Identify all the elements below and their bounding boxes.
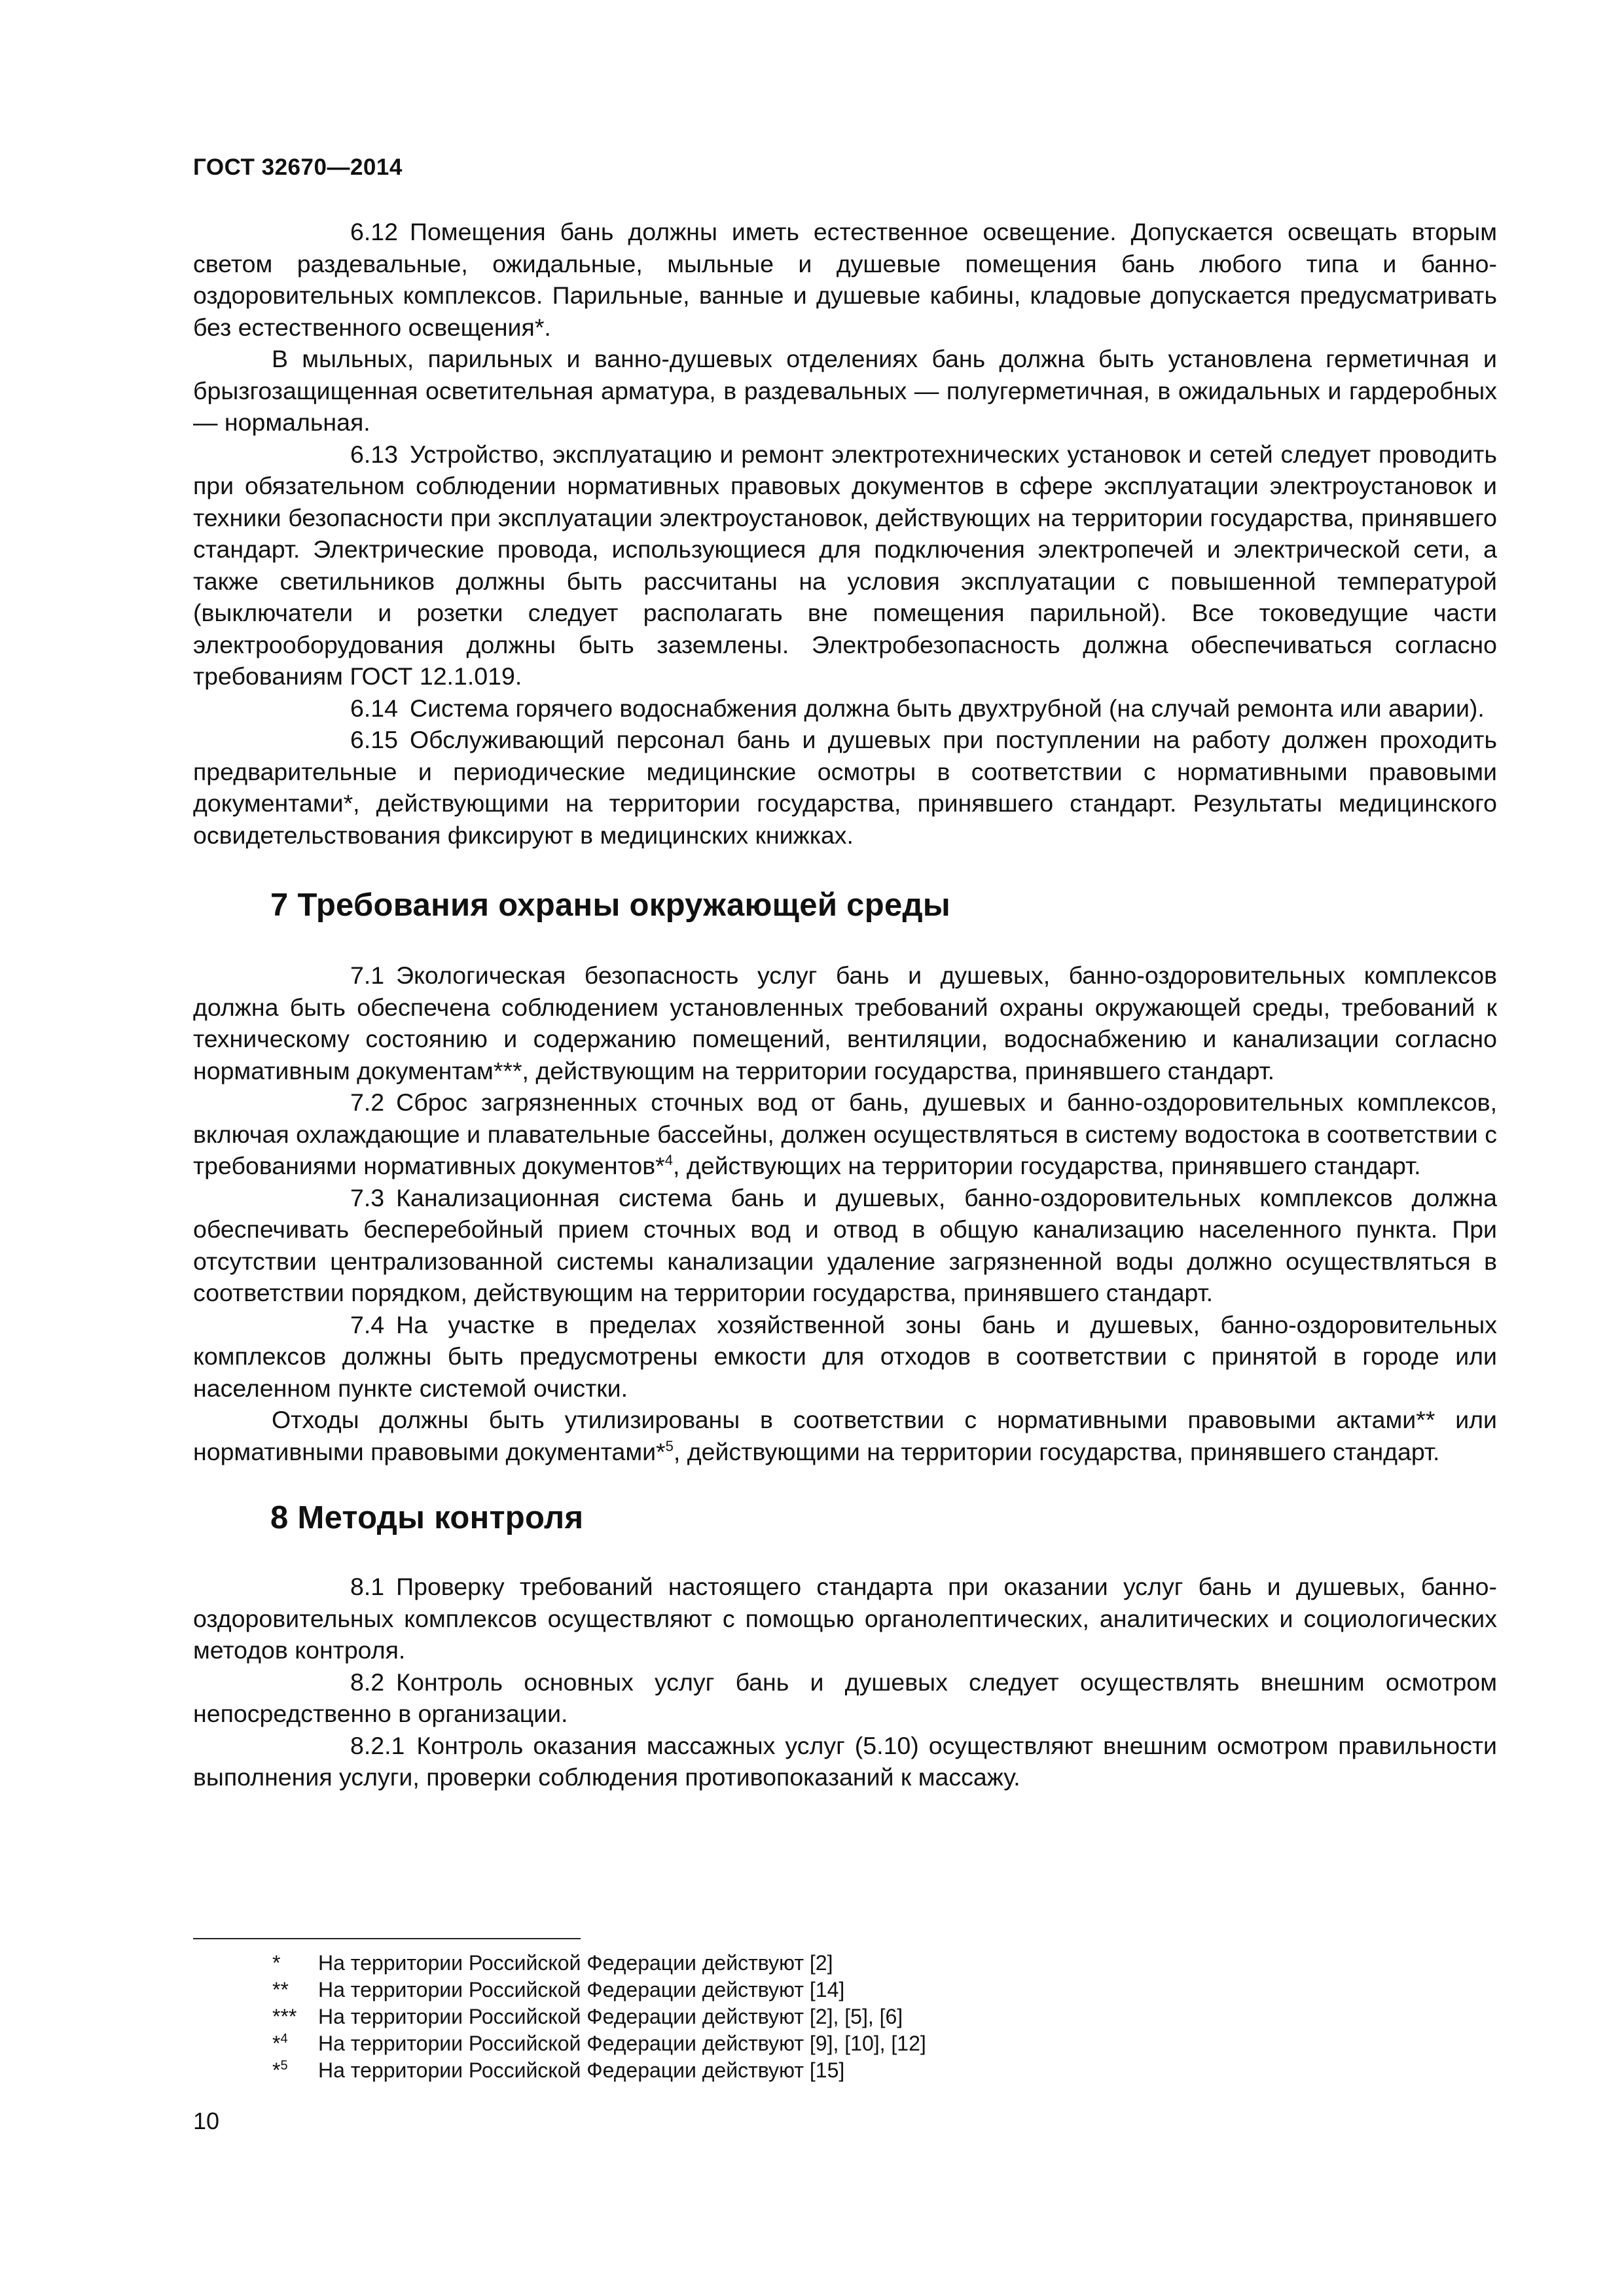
footnote-mark: *$^4$ bbox=[272, 2032, 288, 2055]
footnote-separator bbox=[193, 1938, 581, 1939]
footnote-text: На территории Российской Федерации действуют [9], [10], [12] bbox=[318, 2032, 926, 2055]
footnote-mark: * bbox=[272, 1951, 281, 1975]
clause-text: Отходы должны быть утилизированы в соответствии с нормативными правовыми актами** или нормативными правовыми документами* bbox=[193, 1406, 1497, 1465]
footnote-mark: *** bbox=[272, 2005, 297, 2028]
clause-number: 7.1 bbox=[350, 961, 385, 989]
clause-number: 8.2 bbox=[350, 1668, 385, 1696]
footnote-mark: ** bbox=[272, 1978, 289, 2001]
paragraph-6-15 bbox=[193, 724, 1497, 851]
clause-text: Система горячего водоснабжения должна быть двухтрубной (на случай ремонта или аварии). bbox=[410, 694, 1485, 722]
section-7-heading: 7 Требования охраны окружающей среды bbox=[270, 888, 951, 923]
paragraph-7-3 bbox=[193, 1182, 1497, 1309]
footnote-text: На территории Российской Федерации действуют [14] bbox=[318, 1978, 845, 2001]
clause-text: На участке в пределах хозяйственной зоны бань и душевых, банно-оздоровительных комплексов должны быть предусмотрены емкости для отходов в соответствии с принятой в городе или населенном пункте системой очистки. bbox=[193, 1310, 1497, 1402]
paragraph-6-12 bbox=[193, 216, 1497, 343]
clause-text: Канализационная система бань и душевых, банно-оздоровительных комплексов должна обеспечивать бесперебойный прием сточных вод и отвод в общую канализацию населенного пункта. При отсутствии централизованной системы канализации удаление загрязненной воды должно осуществляться в соответствии порядком, действующим на территории государства, принявшего стандарт. bbox=[193, 1183, 1497, 1306]
footnote-ref: 5 bbox=[665, 1437, 674, 1454]
clause-number: 6.13 bbox=[350, 440, 398, 468]
paragraph-7-1 bbox=[193, 960, 1497, 1086]
clause-number: 6.12 bbox=[350, 218, 398, 245]
paragraph-6-13 bbox=[193, 439, 1497, 692]
clause-text: Обслуживающий персонал бань и душевых при поступлении на работу должен проходить предварительные и периодические медицинские осмотры в соответствии с нормативными правовыми документами*, действующими на территории государства, принявшего стандарт. Результаты медицинского освидетельствования фиксируют в медицинских книжках. bbox=[193, 726, 1497, 849]
paragraph-8-1 bbox=[193, 1571, 1497, 1666]
clause-text: Устройство, эксплуатацию и ремонт электротехнических установок и сетей следует проводить при обязательном соблюдении нормативных правовых документов в сфере эксплуатации электроустановок и техники безопасности при эксплуатации электроустановок, действующих на территории государства, принявшего стандарт. Электрические провода, использующиеся для подключения электропечей и электрической сети, а также светильников должны быть рассчитаны на условия эксплуатации с повышенной температурой (выключатели и розетки следует располагать вне помещения парильной). Все токоведущие части электрооборудования должны быть заземлены. Электробезопасность должна обеспечиваться согласно требованиям ГОСТ 12.1.019. bbox=[193, 440, 1497, 690]
footnote-text: На территории Российской Федерации действуют [2] bbox=[318, 1951, 833, 1975]
paragraph-7-2 bbox=[193, 1086, 1497, 1182]
document-body bbox=[193, 216, 1497, 1793]
page-number: 10 bbox=[193, 2108, 220, 2134]
clause-number: 6.14 bbox=[350, 694, 398, 722]
paragraph-6-12-continued bbox=[193, 343, 1497, 439]
clause-number: 8.2.1 bbox=[350, 1731, 405, 1759]
clause-text: Контроль оказания массажных услуг (5.10) осуществляют внешним осмотром правильности выполнения услуги, проверки соблюдения противопоказаний к массажу. bbox=[193, 1731, 1497, 1791]
paragraph-8-2 bbox=[193, 1666, 1497, 1730]
clause-number: 6.15 bbox=[350, 726, 398, 753]
clause-number: 7.4 bbox=[350, 1310, 385, 1338]
document-header: ГОСТ 32670—2014 bbox=[193, 154, 403, 180]
section-8-heading: 8 Методы контроля bbox=[270, 1500, 584, 1535]
clause-text: Экологическая безопасность услуг бань и душевых, банно-оздоровительных комплексов должна быть обеспечена соблюдением установленных требований охраны окружающей среды, требований к техническому состоянию и содержанию помещений, вентиляции, водоснабжению и канализации согласно нормативным документам***, действующим на территории государства, принявшего стандарт. bbox=[193, 961, 1497, 1085]
clause-text: , действующими на территории государства, принявшего стандарт. bbox=[673, 1437, 1440, 1465]
clause-text: В мыльных, парильных и ванно-душевых отделениях бань должна быть установлена герметичная и брызгозащищенная осветительная арматура, в раздевальных — полугерметичная, в ожидальных и гардеробных — нормальная. bbox=[193, 345, 1497, 436]
footnote-text: На территории Российской Федерации действуют [15] bbox=[318, 2058, 845, 2082]
footnote-ref: 4 bbox=[664, 1152, 673, 1168]
paragraph-7-4-continued bbox=[193, 1404, 1497, 1467]
clause-number: 8.1 bbox=[350, 1573, 385, 1600]
clause-text: Контроль основных услуг бань и душевых следует осуществлять внешним осмотром непосредственно в организации. bbox=[193, 1668, 1497, 1727]
footnote-mark: *$^5$ bbox=[272, 2058, 288, 2082]
clause-text: , действующих на территории государства, принявшего стандарт. bbox=[673, 1152, 1421, 1179]
footnote-text: На территории Российской Федерации действуют [2], [5], [6] bbox=[318, 2005, 903, 2028]
paragraph-7-4 bbox=[193, 1309, 1497, 1405]
clause-text: Помещения бань должны иметь естественное освещение. Допускается освещать вторым светом раздевальные, ожидальные, мыльные и душевые помещения бань любого типа и банно-оздоровительных комплексов. Парильные, ванные и душевые кабины, кладовые допускается предусматривать без естественного освещения*. bbox=[193, 218, 1497, 341]
clause-text: Сброс загрязненных сточных вод от бань, душевых и банно-оздоровительных комплексов, включая охлаждающие и плавательные бассейны, должен осуществляться в систему водостока в соответствии с требованиями нормативных документов* bbox=[193, 1088, 1497, 1179]
paragraph-6-14 bbox=[193, 692, 1497, 725]
clause-number: 7.2 bbox=[350, 1088, 385, 1116]
clause-text: Проверку требований настоящего стандарта при оказании услуг бань и душевых, банно-оздоровительных комплексов осуществляют с помощью органолептических, аналитических и социологических методов контроля. bbox=[193, 1573, 1497, 1664]
clause-number: 7.3 bbox=[350, 1183, 385, 1211]
paragraph-8-2-1 bbox=[193, 1730, 1497, 1793]
